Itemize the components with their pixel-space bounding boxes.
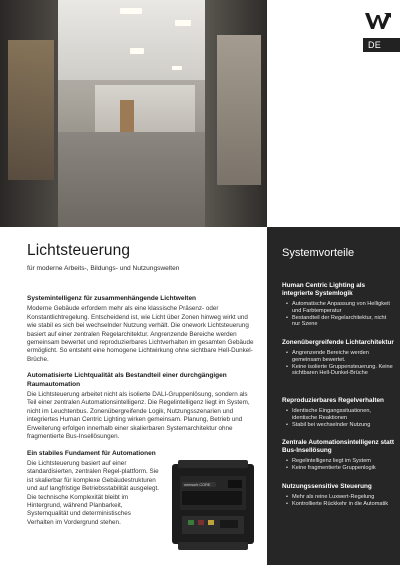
benefit-heading: Zonenübergreifende Lichtarchitektur xyxy=(282,339,394,346)
section-text: Moderne Gebäude erfordern mehr als eine klassische Präsenz- oder Konstantlichtregelung. Entscheidend ist, wie Licht über Zonen hinweg wirkt und wie stabil es sich bei wechselnder Nutzung verhält. Die onework Lichtsteuerung basiert auf einer zentralen Regelarchitektur. Angrenzende Bereiche werden gemeinsam bewertet und reproduzierbares Lichtverhalten im gesamten Gebäude ermöglicht. So entsteht eine homogene Lichtwirkung ohne sichtbare Hell-Dunkel-Brüche. xyxy=(27,305,254,363)
section-heading: Systemintelligenz für zusammenhängende Lichtwelten xyxy=(27,295,197,302)
benefit-list xyxy=(282,458,394,472)
controller-device-image xyxy=(168,458,261,552)
benefit-item: • Identische Eingangssituationen, identische Reaktionen xyxy=(286,408,394,422)
section-text: Die Lichtsteuerung arbeitet nicht als isolierte DALI-Gruppenlösung, sondern als Teil einer zentralen Automationsintelligenz. Die Regelintelligenz liegt im System, nicht im Leuchtenbus. Zonenübergreifende Logik, Nutzungsszenarien und integriertes Human Centric Lighting wirken gemeinsam. Planung, Betrieb und Erweiterung erfolgen innerhalb einer skalierbaren Systemarchitektur ohne fragmentierte Bus-Insellösungen. xyxy=(27,391,250,441)
benefit-block xyxy=(282,483,394,508)
language-badge[interactable]: DE xyxy=(363,38,400,52)
benefit-heading: Zentrale Automationsintelligenz statt Bus-Insellösung xyxy=(282,439,394,454)
section-2 xyxy=(27,372,255,441)
wave-logo-icon xyxy=(364,10,392,32)
section-text: Die Lichtsteuerung basiert auf einer standardisierten, zentralen Regel-plattform. Sie ist skalierbar für komplexe Gebäudestrukturen und auf langfristige Betriebsstabilität ausgelegt. Die technische Komplexität bleibt im Hintergrund, während Planbarkeit, Systemqualität und deterministisches Verhalten im Vordergrund stehen. xyxy=(27,459,159,526)
benefit-heading: Human Centric Lighting als integrierte Systemlogik xyxy=(282,282,366,297)
benefit-block xyxy=(282,439,394,472)
section-heading: Ein stabiles Fundament für Automationen xyxy=(27,449,156,457)
benefit-item: • Angrenzende Bereiche werden gemeinsam bewertet. xyxy=(286,350,394,364)
benefit-list xyxy=(282,301,394,328)
ceiling-light xyxy=(120,8,142,14)
benefit-heading: Nutzungssensitive Steuerung xyxy=(282,483,372,490)
ceiling-light xyxy=(172,66,182,70)
benefit-item: • Kontrollierte Rückkehr in die Automatik xyxy=(286,501,394,508)
benefit-item: • Bestandteil der Regelarchitektur, nicht nur Szene xyxy=(286,315,394,329)
section-3 xyxy=(27,450,159,528)
benefit-heading: Reproduzierbares Regelverhalten xyxy=(282,397,384,404)
device-label: onework CORE xyxy=(184,483,211,487)
benefit-item: • Automatische Anpassung von Helligkeit und Farbtemperatur xyxy=(286,301,394,315)
benefit-list xyxy=(282,494,394,508)
benefit-item: • Mehr als reine Luxwert-Regelung xyxy=(286,494,394,501)
benefit-block xyxy=(282,282,394,328)
benefit-list xyxy=(282,408,394,428)
sidebar-title: Systemvorteile xyxy=(282,247,355,259)
photo-glass-pane xyxy=(8,40,54,180)
benefit-item: • Regelintelligenz liegt im System xyxy=(286,458,394,465)
section-heading: Automatisierte Lichtqualität als Bestandteil einer durchgängigen Raumautomation xyxy=(27,372,227,388)
page-title: Lichtsteuerung xyxy=(27,242,131,259)
hero-office-photo xyxy=(0,0,267,227)
benefit-item: • Keine isolierte Gruppensteuerung. Keine sichtbaren Hell-Dunkel-Brüche xyxy=(286,364,394,378)
section-1 xyxy=(27,295,255,364)
benefits-sidebar xyxy=(267,227,400,565)
benefit-item: • Keine fragmentierte Gruppenlogik xyxy=(286,465,394,472)
ceiling-light xyxy=(175,20,191,26)
page-subtitle: für moderne Arbeits-, Bildungs- und Nutzungswelten xyxy=(27,265,180,272)
ceiling-light xyxy=(130,48,144,54)
benefit-block xyxy=(282,397,394,428)
benefit-item: • Stabil bei wechselnder Nutzung xyxy=(286,422,394,429)
benefit-block xyxy=(282,339,394,377)
photo-glass-pane xyxy=(217,35,261,185)
benefit-list xyxy=(282,350,394,377)
